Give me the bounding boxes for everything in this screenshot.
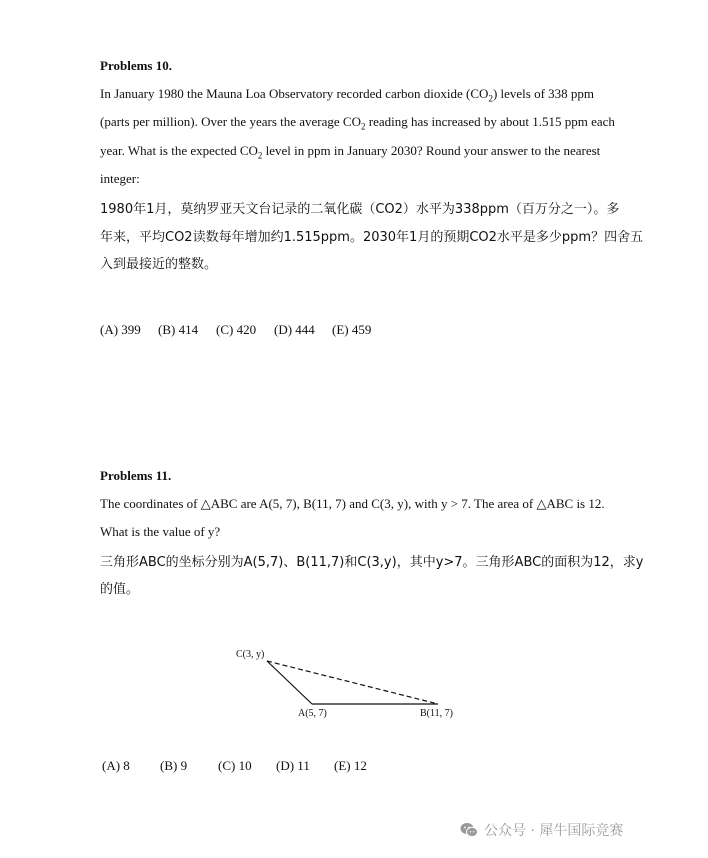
wechat-icon: [460, 822, 478, 838]
problem-11-text-line-2: What is the value of y?: [100, 524, 221, 539]
problem-11-title: Problems 11.: [100, 468, 172, 483]
problem-10-text-line-2: (parts per million). Over the years the average $CO_2$ reading has increased by about 1.515 ppm each: [100, 114, 615, 132]
problem-11-chinese-line-2: 的值。: [100, 582, 140, 597]
problem-11-choices: [102, 758, 367, 774]
choice-b: (B) 9: [160, 758, 188, 773]
watermark: [460, 820, 623, 840]
problem-10-chinese-line-2: 年来，平均CO2读数每年增加约1.515ppm。2030年1月的预期CO2水平是多少ppm？四舍五: [100, 230, 644, 245]
side-ca: [267, 661, 312, 704]
problem-10-title: Problems 10.: [100, 58, 172, 73]
choice-d: (D) 11: [276, 758, 310, 773]
choice-e: (E) 12: [334, 758, 367, 773]
problem-10-text-line-4: integer:: [100, 171, 140, 186]
vertex-a-label: A(5, 7): [298, 708, 327, 719]
problem-11-chinese-line-1: 三角形ABC的坐标分别为A(5,7)、B(11,7)和C(3,y)，其中y>7。三角形ABC的面积为12，求y: [100, 555, 644, 570]
triangle-abc-figure: [230, 640, 470, 725]
problem-10-text-line-3: year. What is the expected $CO_2$ level in ppm in January 2030? Round your answer to the nearest: [100, 143, 601, 161]
choice-b: (B) 414: [158, 322, 199, 337]
side-cb-dashed: [267, 661, 438, 704]
problem-10-chinese-line-1: 1980年1月，莫纳罗亚天文台记录的二氧化碳（CO2）水平为338ppm（百万分之一）。多: [100, 202, 620, 217]
watermark-text: 公众号 · 犀牛国际竞赛: [484, 823, 624, 839]
problem-11-text-line-1: The coordinates of △ABC are A(5, 7), B(11, 7) and C(3, y), with y > 7. The area of △ABC is 12.: [100, 496, 605, 511]
vertex-b-label: B(11, 7): [420, 708, 453, 719]
choice-a: (A) 399: [100, 322, 141, 337]
vertex-c-label: C(3, y): [236, 649, 265, 660]
choice-d: (D) 444: [274, 322, 315, 337]
problem-10-chinese-line-3: 入到最接近的整数。: [100, 257, 218, 272]
problem-10-text-line-1: In January 1980 the Mauna Loa Observatory recorded carbon dioxide $(CO_2)$ levels of 338 ppm: [100, 86, 595, 104]
choice-c: (C) 420: [216, 322, 257, 337]
choice-c: (C) 10: [218, 758, 252, 773]
choice-e: (E) 459: [332, 322, 372, 337]
problem-10-choices: [100, 322, 371, 338]
choice-a: (A) 8: [102, 758, 130, 773]
